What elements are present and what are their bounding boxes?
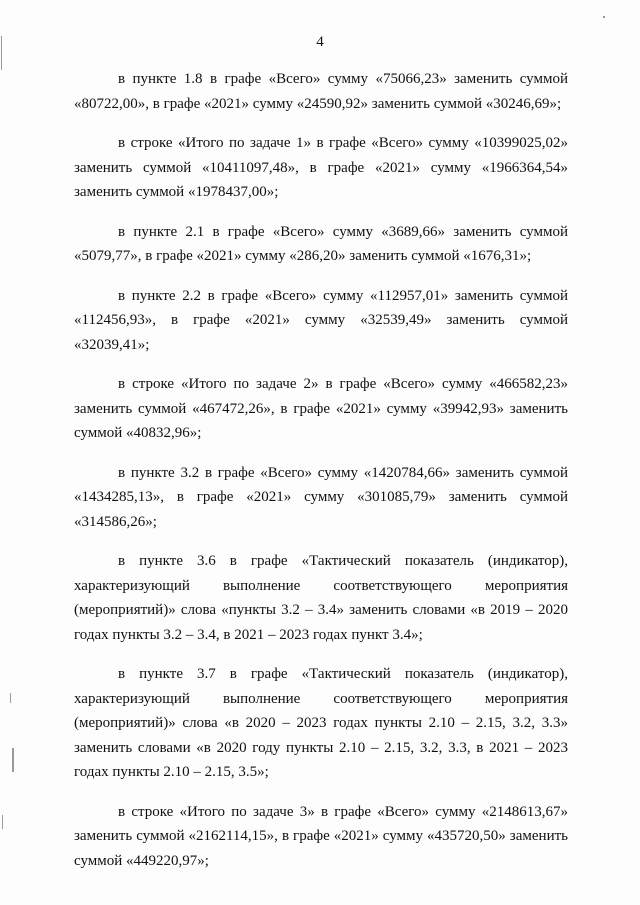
page-number: 4 (316, 34, 324, 50)
paragraph-total-task-3: в строке «Итого по задаче 3» в графе «Всего» сумму «2148613,67» заменить суммой «2162114,15», в графе «2021» сумму «435720,50» заменить суммой «449220,97»; (74, 803, 568, 869)
paragraph-item-2-2: в пункте 2.2 в графе «Всего» сумму «112957,01» заменить суммой «112456,93», в графе «2021» сумму «32539,49» заменить суммой «32039,41»; (74, 287, 568, 353)
document-body (74, 67, 568, 888)
paragraph-item-2-1: в пункте 2.1 в графе «Всего» сумму «3689,66» заменить суммой «5079,77», в графе «2021» сумму «286,20» заменить суммой «1676,31»; (74, 223, 568, 264)
scan-mark-left-lower (12, 748, 14, 772)
scan-mark-bottom-left (2, 815, 3, 829)
scan-mark-top-left (1, 36, 2, 70)
paragraph-item-1-8: в пункте 1.8 в графе «Всего» сумму «75066,23» заменить суммой «80722,00», в графе «2021» сумму «24590,92» заменить суммой «30246,69»; (74, 71, 568, 112)
paragraph-total-task-1: в строке «Итого по задаче 1» в графе «Всего» сумму «10399025,02» заменить суммой «10411097,48», в графе «2021» сумму «1966364,54» заменить суммой «1978437,00»; (74, 135, 568, 200)
scan-mark-top-right (603, 16, 605, 18)
paragraph-item-3-2: в пункте 3.2 в графе «Всего» сумму «1420784,66» заменить суммой «1434285,13», в графе «2021» сумму «301085,79» заменить суммой «314586,26»; (74, 464, 568, 530)
paragraph-item-3-7: в пункте 3.7 в графе «Тактический показатель (индикатор), характеризующий выполнение соответствующего мероприятия (мероприятий)» слова «в 2020 – 2023 годах пункты 2.10 – 2.15, 3.2, 3.3» заменить словами «в 2020 году пункты 2.10 – 2.15, 3.2, 3.3, в 2021 – 2023 годах пункты 2.10 – 2.15, 3.5»; (74, 666, 568, 780)
scan-mark-left-middle (10, 693, 11, 703)
paragraph-total-task-2: в строке «Итого по задаче 2» в графе «Всего» сумму «466582,23» заменить суммой «467472,26», в графе «2021» сумму «39942,93» заменить суммой «40832,96»; (74, 376, 568, 441)
paragraph-item-3-6: в пункте 3.6 в графе «Тактический показатель (индикатор), характеризующий выполнение соответствующего мероприятия (мероприятий)» слова «пункты 3.2 – 3.4» заменить словами «в 2019 – 2020 годах пункты 3.2 – 3.4, в 2021 – 2023 годах пункт 3.4»; (74, 553, 568, 643)
